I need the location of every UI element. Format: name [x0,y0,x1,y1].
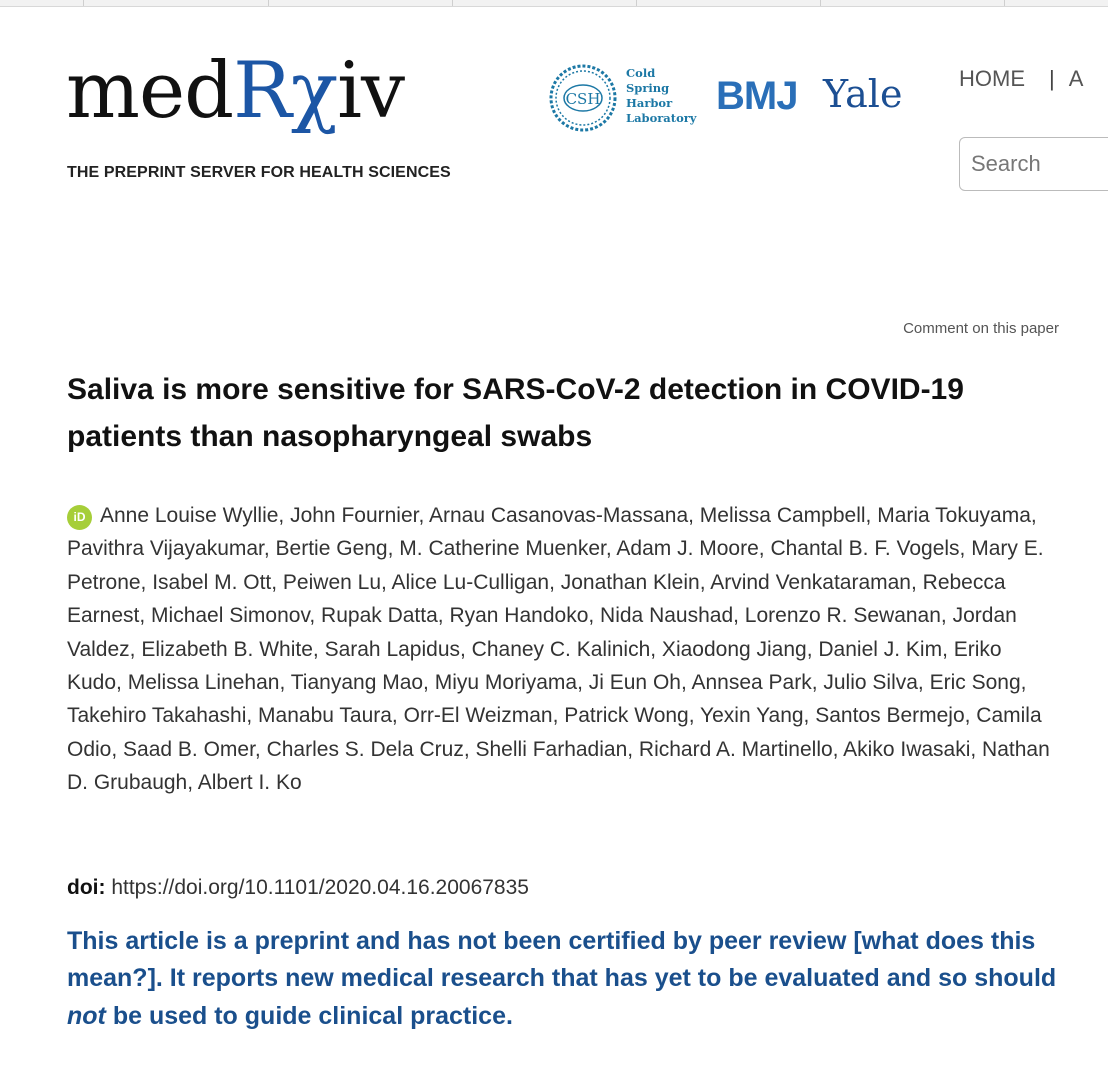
search-input[interactable] [959,137,1108,191]
notice-text: This article is a preprint and has not been certified by peer review [67,927,854,955]
csh-line: Cold [626,66,656,80]
article-title: Saliva is more sensitive for SARS-CoV-2 detection in COVID-19 patients than nasopharyngeal swabs [67,373,964,453]
logo-text-iv: iv [337,46,405,136]
author-list [67,499,1057,800]
csh-wordmark [626,66,696,126]
browser-top-strip [0,0,1108,7]
doi-link[interactable]: https://doi.org/10.1101/2020.04.16.20067835 [111,876,529,899]
doi-line [67,876,529,900]
site-tagline: THE PREPRINT SERVER FOR HEALTH SCIENCES [67,164,451,181]
medrxiv-logo[interactable] [66,46,405,136]
preprint-notice [67,923,1057,1035]
csh-line: Spring [626,81,670,95]
yale-logo[interactable]: Yale [823,72,903,116]
csh-logo-icon[interactable] [547,62,619,134]
csh-line: Harbor [626,96,673,110]
csh-line: Laboratory [626,111,697,125]
logo-text-rx: Rχ [233,46,338,136]
what-does-this-mean-link[interactable]: [what does this mean?] [67,927,1036,993]
comment-on-paper-link[interactable]: Comment on this paper [903,320,1059,337]
top-nav [959,66,1083,92]
authors-text[interactable]: Anne Louise Wyllie, John Fournier, Arnau Casanovas-Massana, Melissa Campbell, Maria Tokuyama, Pavithra Vijayakumar, Bertie Geng, M. Catherine Muenker, Adam J. Moore, Chantal B. F. Vogels, Mary E. Petrone, Isabel M. Ott, Peiwen Lu, Alice Lu-Culligan, Jonathan Klein, Arvind Venkataraman, Rebecca Earnest, Michael Simonov, Rupak Datta, Ryan Handoko, Nida Naushad, Lorenzo R. Sewanan, Jordan Valdez, Elizabeth B. White, Sarah Lapidus, Chaney C. Kalinich, Xiaodong Jiang, Daniel J. Kim, Eriko Kudo, Melissa Linehan, Tianyang Mao, Miyu Moriyama, Ji Eun Oh, Annsea Park, Julio Silva, Eric Song, Takehiro Takahashi, Manabu Taura, Orr-El Weizman, Patrick Wong, Yexin Yang, Santos Bermejo, Camila Odio, Saad B. Omer, Charles S. Dela Cruz, Shelli Farhadian, Richard A. Martinello, Akiko Iwasaki, Nathan D. Grubaugh, Albert I. Ko [67,504,1050,795]
orcid-icon[interactable]: iD [67,505,92,530]
bmj-logo[interactable]: BMJ [716,74,798,118]
nav-separator: | [1049,66,1055,91]
logo-text-med: med [66,46,234,136]
doi-label: doi: [67,876,106,899]
nav-home-link[interactable]: HOME [959,66,1025,91]
notice-text: . It reports new medical research that has yet to be evaluated and so should [155,964,1057,993]
notice-text: be used to guide clinical practice. [105,1001,513,1030]
csh-abbrev: CSH [565,90,601,108]
nav-next-link[interactable]: A [1068,66,1084,91]
notice-emphasis: not [67,1001,106,1030]
